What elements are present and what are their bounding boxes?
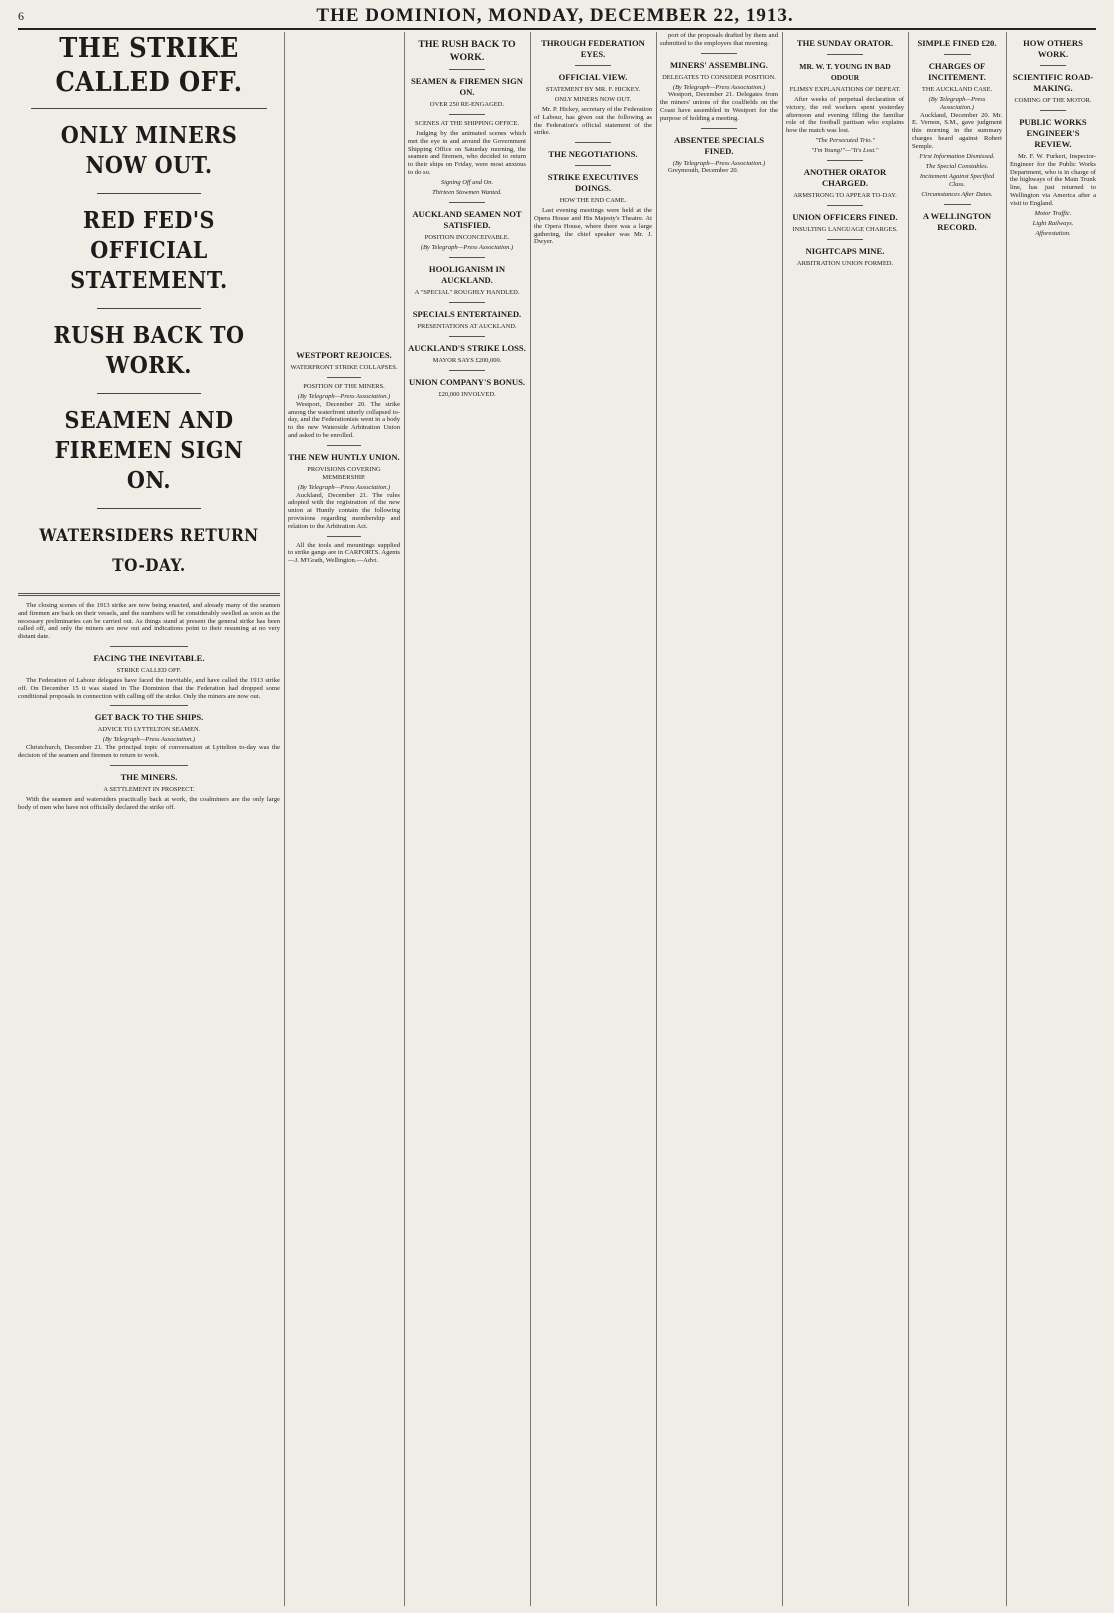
heading-sunday-orator: THE SUNDAY ORATOR. [796, 38, 894, 48]
body-shipping-office: Judging by the animated scenes which met the eye in and around the Government Shipping Office on Saturday morning, the seamen and firemen, who decided to return to their ships on Friday, were most anxious to do so. [408, 130, 526, 176]
subhead-20000: £20,000 INVOLVED. [438, 390, 496, 398]
heading-another-orator: ANOTHER ORATOR CHARGED. [803, 166, 887, 188]
subhead-position-miners: POSITION OF THE MINERS. [303, 383, 385, 390]
column-6 [786, 32, 904, 1606]
subhead-motor: COMING OF THE MOTOR. [1014, 97, 1092, 104]
page-number: 6 [18, 8, 24, 23]
heading-young-bad-odour: MR. W. T. YOUNG IN BAD ODOUR [799, 62, 891, 82]
subhead-special-handled: A "SPECIAL" ROUGHLY HANDLED. [414, 288, 520, 296]
dateline: (By Telegraph—Press Association.) [928, 96, 986, 111]
heading-specials-entertained: SPECIALS ENTERTAINED. [412, 308, 522, 319]
column-7 [912, 32, 1002, 1606]
headline-red-fed: RED FED'S OFFICIAL STATEMENT. [70, 207, 228, 294]
body-facing-inevitable: The Federation of Labour delegates have faced the inevitable, and have called the 1913 strike off. On December 15 it was stated in The Dominion that the Federation had dropped some conditional proposals in connection with calling off the strike. Only the miners are now out. [18, 676, 280, 700]
dateline: (By Telegraph—Press Association.) [297, 393, 391, 400]
body-furkert: Mr. F. W. Furkert, Inspector-Engineer for the Public Works Department, who is in charge of the highways of the Main Trunk line, has just returned to Wellington via America after a visit to England. [1010, 153, 1096, 207]
subhead-presentations: PRESENTATIONS AT AUCKLAND. [417, 322, 517, 330]
heading-wellington-record: A WELLINGTON RECORD. [922, 210, 992, 232]
subhead-inconceivable: POSITION INCONCEIVABLE. [424, 233, 510, 241]
subhead-circumstances: Circumstances After Dates. [921, 190, 993, 198]
subhead-special-constables: The Special Constables. [925, 162, 989, 170]
body-semple: Auckland, December 20. Mr. E. Vernon, S.M., gave judgment this morning in the summary charges heard against Robert Semple. [912, 111, 1002, 150]
column-2 [288, 344, 400, 1606]
heading-executives: STRIKE EXECUTIVES DOINGS. [547, 172, 639, 194]
body-huntly: Auckland, December 21. The rules adopted with the registration of the new union at Huntly contain the following provisions regarding membership and relation to the Arbitration Act. [288, 491, 400, 530]
subhead-first-information: First Information Dismissed. [919, 152, 995, 160]
body-negotiations: Last evening meetings were held at the Opera House and His Majesty's Theatre. At the Opera House, where there was a large gathering, the chief speaker was Mr. J. Dwyer. [534, 207, 652, 246]
heading-federation-eyes: THROUGH FEDERATION EYES. [541, 38, 645, 59]
heading-union-officers: UNION OFFICERS FINED. [792, 211, 898, 222]
body-absentee: Greymouth, December 20. [668, 167, 739, 175]
column-1 [18, 32, 280, 1606]
body-the-miners: With the seamen and watersiders practically back at work, the coalminers are the only large body of men who have not officially declared the strike off. [18, 795, 280, 811]
heading-negotiations: THE NEGOTIATIONS. [548, 149, 638, 160]
column-5 [660, 32, 778, 1606]
body-official-view: Mr. P. Hickey, secretary of the Federation of Labour, has given out the following as the Federation's official statement of the strike. [534, 106, 652, 137]
section-get-back-ships: GET BACK TO THE SHIPS. [94, 712, 204, 723]
heading-westport-rejoices: WESTPORT REJOICES. [296, 350, 392, 360]
subhead-incitement-class: Incitement Against Specified Class. [919, 172, 995, 188]
subhead-only-miners: ONLY MINERS NOW OUT. [554, 96, 632, 103]
subhead-settlement: A SETTLEMENT IN PROSPECT. [103, 785, 195, 793]
heading-new-huntly-union: THE NEW HUNTLY UNION. [288, 451, 400, 462]
heading-union-bonus: UNION COMPANY'S BONUS. [408, 376, 526, 387]
dateline: (By Telegraph—Press Association.) [420, 243, 514, 251]
heading-rush-back: THE RUSH BACK TO WORK. [418, 39, 516, 63]
subhead-strike-called-off: STRIKE CALLED OFF. [116, 666, 182, 674]
heading-road-making: SCIENTIFIC ROAD-MAKING. [1012, 72, 1094, 93]
subhead-scenes-shipping: SCENES AT THE SHIPPING OFFICE. [415, 120, 519, 127]
dateline: (By Telegraph—Press Association.) [672, 83, 766, 91]
body-continued: port of the proposals drafted by them and submitted to the employers that morning. [660, 32, 778, 47]
subhead-hickey: STATEMENT BY MR. F. HICKEY. [545, 86, 641, 93]
subhead-waterfront-collapses: WATERFRONT STRIKE COLLAPSES. [290, 364, 398, 371]
heading-miners-assembling: MINERS' ASSEMBLING. [670, 59, 768, 70]
subhead-motor-traffic: Motor Traffic. [1034, 209, 1072, 217]
subhead-stowmen: Thirteen Stowmen Wanted. [432, 188, 502, 196]
subhead-armstrong: ARMSTRONG TO APPEAR TO-DAY. [793, 191, 897, 199]
headline-seamen-firemen: SEAMEN AND FIREMEN SIGN ON. [54, 407, 244, 494]
heading-semple-fined: SIMPLE FINED £20. [917, 38, 997, 48]
intro-paragraph: The closing scenes of the 1913 strike are now being enacted, and already many of the seamen and firemen are back on their vessels, and the numbers will be considerably swelled as soon as the necessary preliminaries can be carried out. As things stand at present the general strike has been called off, and only the miners are now out and indications point to their resuming at no very distant date. [18, 602, 280, 641]
heading-hooliganism: HOOLIGANISM IN AUCKLAND. [428, 263, 506, 285]
subhead-signing: Signing Off and On. [440, 178, 494, 186]
column-4 [534, 32, 652, 1606]
headline-strike-called-off: THE STRIKE CALLED OFF. [31, 32, 267, 109]
subhead-light-railways: Light Railways. [1032, 219, 1074, 227]
heading-strike-loss: AUCKLAND'S STRIKE LOSS. [408, 342, 526, 353]
subhead-insulting: INSULTING LANGUAGE CHARGES. [792, 225, 898, 233]
body-miners: Westport, December 21. Delegates from the miners' unions of the coalfields on the Coast have assembled in Westport for the purpose of holding a meeting. [660, 91, 778, 122]
subhead-end-came: HOW THE END CAME. [559, 197, 627, 205]
heading-absentee-specials: ABSENTEE SPECIALS FINED. [673, 134, 765, 156]
dateline: (By Telegraph—Press Association.) [297, 483, 391, 491]
headline-watersiders: WATERSIDERS RETURN TO-DAY. [39, 526, 259, 576]
subhead-im-young: "I'm Young!"—"It's Lost." [811, 146, 879, 154]
masthead-title: THE DOMINION, MONDAY, DECEMBER 22, 1913. [316, 5, 794, 26]
body-get-back-ships: Christchurch, December 21. The principal topic of conversation at Lyttelton to-day was the decision of the seamen and firemen to return to work. [18, 744, 280, 759]
subhead-arbitration-union: ARBITRATION UNION FORMED. [796, 259, 894, 267]
heading-incitement: CHARGES OF INCITEMENT. [928, 61, 986, 82]
subhead-mayor: MAYOR SAYS £200,000. [432, 356, 502, 364]
advert-tools: All the tools and mountings supplied to strike gangs are in CARFORTS. Agents—J. M'Grath, Wellington.—Advt. [288, 541, 400, 565]
subhead-provisions: PROVISIONS COVERING MEMBERSHIP. [307, 465, 381, 481]
section-the-miners: THE MINERS. [120, 771, 178, 782]
column-3 [408, 32, 526, 1606]
headline-only-miners: ONLY MINERS NOW OUT. [60, 122, 238, 179]
subhead-flimsy: FLIMSY EXPLANATIONS OF DEFEAT. [789, 86, 901, 93]
heading-auckland-seamen: AUCKLAND SEAMEN NOT SATISFIED. [412, 208, 522, 230]
dateline: (By Telegraph—Press Association.) [102, 736, 196, 744]
headline-rush-back: RUSH BACK TO WORK. [53, 322, 245, 379]
body-westport: Westport, December 20. The strike among the waterfront utterly collapsed to-day, and the Federationists went in a body to the new Waterside Arbitration Union and asked to be enrolled. [288, 400, 400, 439]
subhead-advice-lyttelton: ADVICE TO LYTTELTON SEAMEN. [97, 726, 201, 734]
subhead-delegates: DELEGATES TO CONSIDER POSITION. [662, 73, 776, 81]
subhead-afforestation: Afforestation. [1035, 229, 1071, 237]
subhead-auckland-case: THE AUCKLAND CASE. [921, 86, 993, 93]
section-facing-inevitable: FACING THE INEVITABLE. [93, 652, 205, 663]
heading-nightcaps: NIGHTCAPS MINE. [805, 245, 885, 256]
subhead-persecuted-trio: "The Persecuted Trio." [815, 136, 875, 144]
column-8 [1010, 32, 1096, 1606]
masthead [18, 4, 1096, 30]
columns [18, 32, 1096, 1606]
heading-official-view: OFFICIAL VIEW. [558, 72, 628, 82]
heading-engineer-review: PUBLIC WORKS ENGINEER'S REVIEW. [1019, 117, 1087, 149]
heading-how-others-work: HOW OTHERS WORK. [1023, 38, 1083, 59]
body-sunday-orator: After weeks of perpetual declaration of victory, the red workers spent yesterday afternoon and evening filling the familiar role of the football partisan who explains how the match was lost. [786, 96, 904, 135]
subhead-over-250: OVER 250 RE-ENGAGED. [429, 101, 505, 108]
dateline: (By Telegraph—Press Association.) [672, 159, 766, 167]
heading-seamen-firemen: SEAMEN & FIREMEN SIGN ON. [411, 76, 523, 97]
